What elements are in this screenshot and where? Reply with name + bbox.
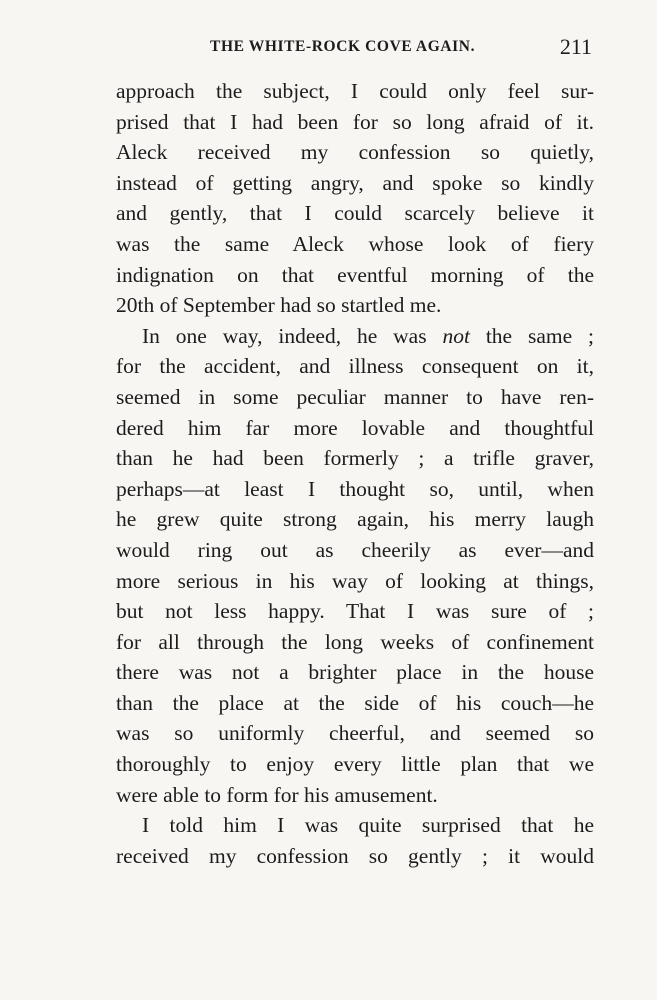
text-line: were able to form for his amusement.	[116, 782, 438, 807]
text-line: would ring out as cheerily as ever—and	[116, 537, 594, 562]
page-number: 211	[559, 34, 592, 59]
text-line: more serious in his way of looking at things,	[116, 568, 594, 593]
text-line: but not less happy. That I was sure of ;	[116, 599, 594, 624]
running-title: THE WHITE-ROCK COVE AGAIN.	[210, 38, 476, 55]
text-line: received my confession so gently ; it would	[116, 843, 594, 868]
text-line: perhaps—at least I thought so, until, when	[116, 476, 594, 501]
text-fragment: the same ;	[469, 323, 594, 348]
text-line: was so uniformly cheerful, and seemed so	[116, 721, 594, 746]
text-line: was the same Aleck whose look of fiery	[116, 231, 594, 256]
body-text	[116, 76, 594, 871]
text-line: approach the subject, I could only feel sur-	[116, 79, 594, 103]
text-line: prised that I had been for so long afraid of it.	[116, 109, 594, 134]
text-line: instead of getting angry, and spoke so kindly	[116, 170, 594, 195]
text-line: Aleck received my confession so quietly,	[116, 140, 594, 165]
text-line: there was not a brighter place in the house	[116, 660, 594, 685]
text-line: than the place at the side of his couch—he	[116, 690, 594, 715]
text-line: dered him far more lovable and thoughtful	[116, 415, 594, 440]
text-line: thoroughly to enjoy every little plan that we	[116, 752, 594, 777]
text-line: for all through the long weeks of confinement	[116, 629, 594, 654]
text-line: I told him I was quite surprised that he	[142, 813, 594, 838]
text-line: and gently, that I could scarcely believe it	[116, 201, 594, 226]
running-head	[116, 34, 594, 64]
text-line-with-italic	[116, 321, 594, 352]
text-line: than he had been formerly ; a trifle graver,	[116, 446, 594, 471]
text-line: seemed in some peculiar manner to have ren-	[116, 384, 594, 409]
text-line: he grew quite strong again, his merry laugh	[116, 507, 594, 532]
italic-word: not	[442, 323, 470, 348]
text-line: indignation on that eventful morning of the	[116, 262, 594, 287]
text-line: 20th of September had so startled me.	[116, 293, 442, 318]
text-line: for the accident, and illness consequent on it,	[116, 354, 594, 379]
text-fragment: In one way, indeed, he was	[142, 323, 443, 348]
